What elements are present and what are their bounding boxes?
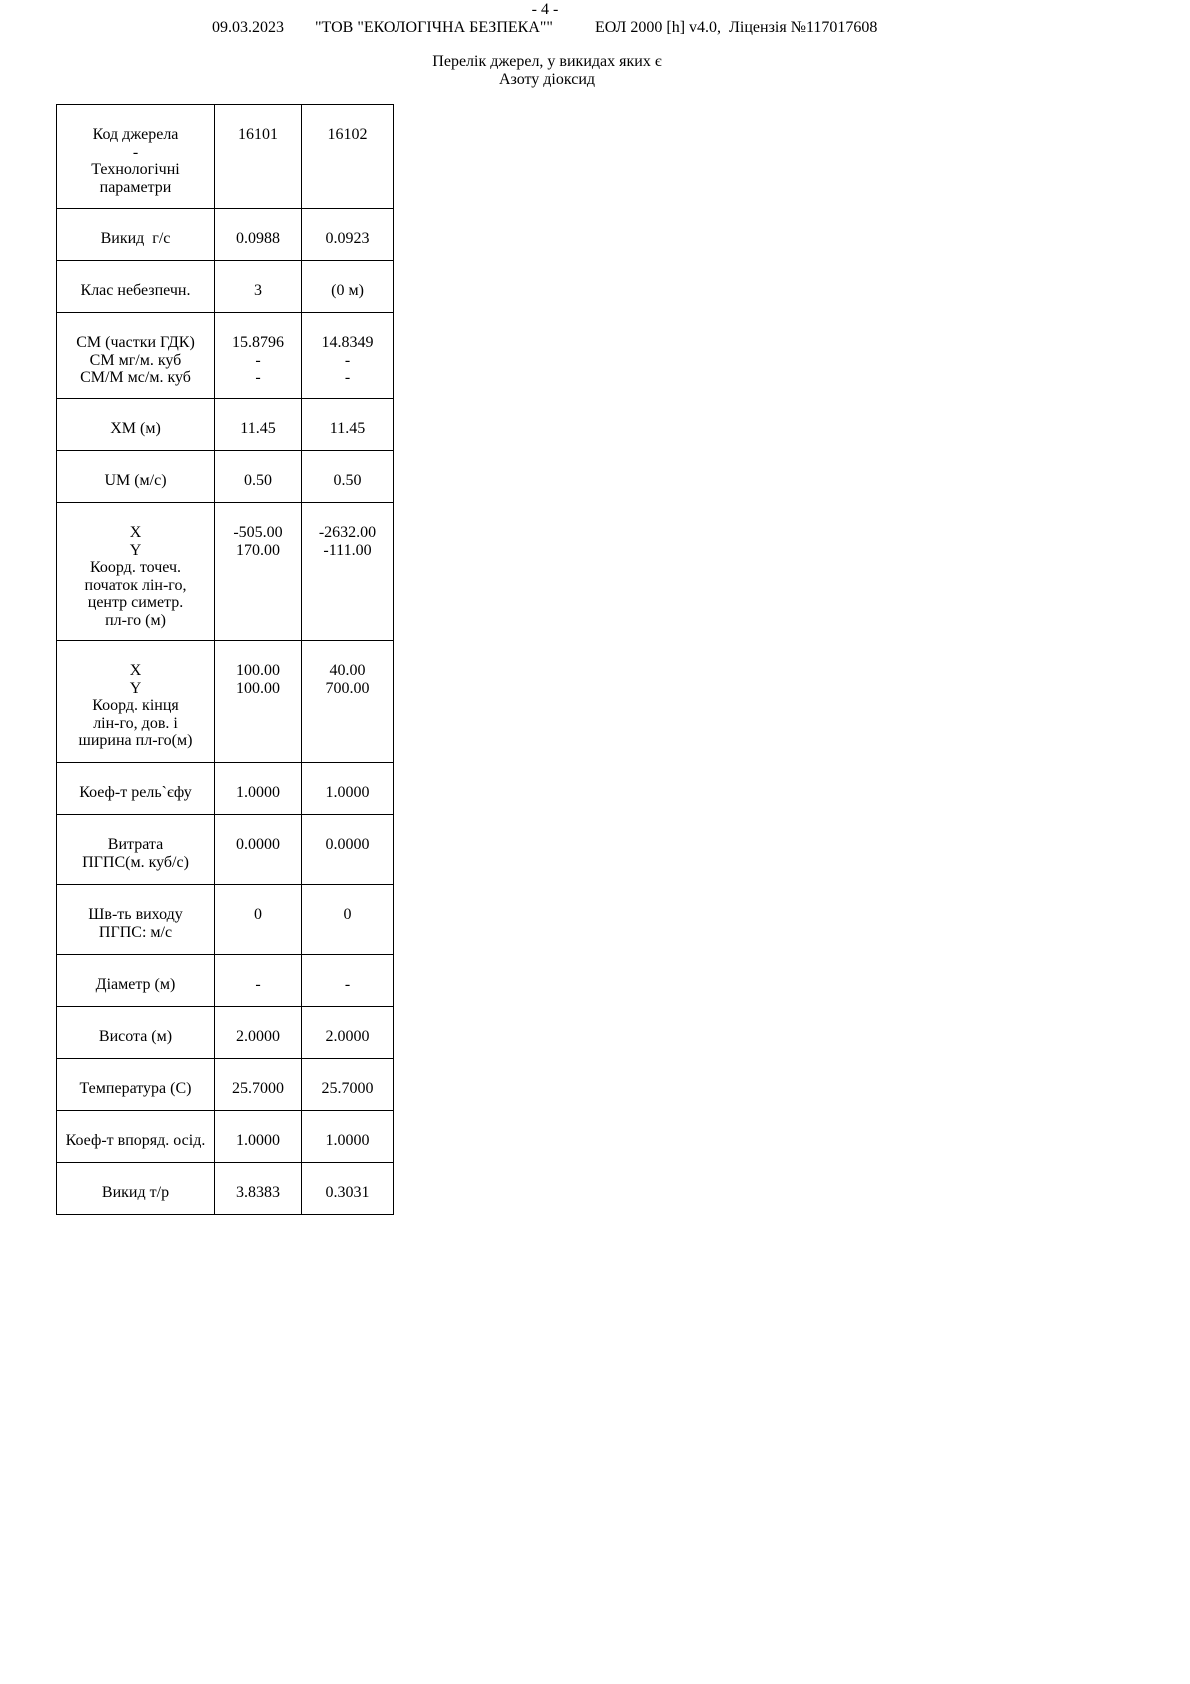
cell-text: 1.0000 [325, 1132, 370, 1149]
source-2-value-cell [302, 1111, 394, 1163]
cell-text: Витрата [107, 836, 164, 853]
document-title [0, 53, 1094, 89]
header-software: ЕОЛ 2000 [h] v4.0, Ліцензія №117017608 [595, 19, 878, 36]
cell-text: -111.00 [323, 541, 372, 559]
cell-text: Температура (С) [79, 1080, 192, 1097]
header-date: 09.03.2023 [212, 19, 284, 36]
row-label-cell [57, 261, 215, 313]
row-label-cell [57, 763, 215, 815]
source-1-value-cell [215, 209, 302, 261]
source-2-value-cell [302, 885, 394, 955]
cell-text: Код джерела [92, 126, 179, 143]
cell-text: 1.0000 [236, 1132, 280, 1149]
source-1-value-cell [215, 815, 302, 885]
cell-text: ширина пл-го(м) [78, 732, 193, 749]
cell-text: 700.00 [325, 679, 370, 697]
table-row [57, 313, 394, 399]
cell-text: - [255, 351, 261, 369]
source-1-value-cell [215, 261, 302, 313]
row-label-cell [57, 1111, 215, 1163]
cell-text: 2.0000 [236, 1028, 280, 1045]
document-header [212, 18, 877, 38]
cell-text: 0.3031 [325, 1184, 370, 1201]
table-row [57, 1163, 394, 1215]
table-row [57, 1059, 394, 1111]
cell-text: 14.8349 [321, 334, 374, 351]
row-label-cell [57, 955, 215, 1007]
source-1-value-cell [215, 955, 302, 1007]
cell-text: (0 м) [331, 282, 364, 299]
cell-text: Коорд. кінця [92, 697, 179, 714]
table-row [57, 1111, 394, 1163]
cell-text: X [129, 524, 142, 541]
page-number: - 4 - [531, 1, 559, 18]
cell-text: пл-го (м) [105, 611, 166, 629]
source-2-value-cell [302, 451, 394, 503]
row-label-cell [57, 1007, 215, 1059]
row-label-cell [57, 885, 215, 955]
cell-text: 16101 [238, 126, 278, 143]
source-2-value-cell [302, 261, 394, 313]
cell-text: - [344, 976, 351, 993]
source-2-value-cell [302, 641, 394, 763]
cell-text: 170.00 [236, 541, 280, 559]
row-label-cell [57, 815, 215, 885]
table-row [57, 503, 394, 641]
cell-text: параметри [99, 178, 172, 196]
cell-text: Клас небезпечн. [80, 282, 191, 299]
table-row [57, 815, 394, 885]
table-row [57, 641, 394, 763]
cell-text: - [344, 369, 351, 386]
source-1-value-cell [215, 503, 302, 641]
source-2-value-cell [302, 763, 394, 815]
row-label-cell [57, 399, 215, 451]
source-1-value-cell [215, 885, 302, 955]
source-1-value-cell [215, 1163, 302, 1215]
cell-text: СМ/М мс/м. куб [80, 369, 191, 386]
cell-text: - [255, 976, 261, 993]
cell-text: ПГПС: м/с [98, 923, 173, 941]
cell-text: 3.8383 [236, 1184, 280, 1201]
cell-text: UM (м/с) [104, 472, 167, 489]
row-label-cell [57, 1059, 215, 1111]
cell-text: 0.0000 [325, 836, 370, 853]
cell-text: 0 [254, 906, 262, 923]
row-label-cell [57, 503, 215, 641]
cell-text: СМ мг/м. куб [89, 351, 182, 369]
cell-text: Висота (м) [98, 1028, 173, 1045]
cell-text: Діаметр (м) [95, 976, 176, 993]
cell-text: Коеф-т рель`єфу [79, 784, 192, 801]
cell-text: -505.00 [233, 524, 283, 541]
source-2-value-cell [302, 1007, 394, 1059]
source-2-value-cell [302, 105, 394, 209]
cell-text: 0.0988 [236, 230, 280, 247]
row-label-cell [57, 209, 215, 261]
emission-sources-table [56, 104, 394, 1215]
cell-text: ПГПС(м. куб/с) [82, 853, 189, 871]
table-row [57, 451, 394, 503]
source-1-value-cell [215, 313, 302, 399]
cell-text: Коорд. точеч. [90, 559, 181, 576]
table-row [57, 209, 394, 261]
source-1-value-cell [215, 451, 302, 503]
cell-text: 16102 [327, 126, 368, 143]
cell-text: X [129, 662, 142, 679]
cell-text: Шв-ть виходу [88, 906, 183, 923]
source-2-value-cell [302, 399, 394, 451]
table-row [57, 105, 394, 209]
cell-text: Y [129, 679, 142, 697]
row-label-cell [57, 451, 215, 503]
cell-text: 11.45 [240, 420, 276, 437]
table-row [57, 955, 394, 1007]
cell-text: 25.7000 [232, 1080, 284, 1097]
cell-text: - [132, 143, 139, 161]
cell-text: Коеф-т впоряд. осід. [65, 1132, 206, 1149]
cell-text: Y [129, 541, 142, 559]
source-1-value-cell [215, 1059, 302, 1111]
source-2-value-cell [302, 503, 394, 641]
row-label-cell [57, 641, 215, 763]
source-2-value-cell [302, 1059, 394, 1111]
source-1-value-cell [215, 763, 302, 815]
cell-text: центр симетр. [87, 594, 184, 611]
cell-text: 0 [343, 906, 352, 923]
row-label-cell [57, 1163, 215, 1215]
cell-text: - [255, 369, 261, 386]
table-row [57, 763, 394, 815]
row-label-cell [57, 313, 215, 399]
source-1-value-cell [215, 641, 302, 763]
cell-text: лін-го, дов. і [93, 714, 178, 732]
cell-text: Викид г/с [100, 230, 171, 247]
cell-text: -2632.00 [318, 524, 377, 541]
table-row [57, 885, 394, 955]
header-company: "ТОВ "ЕКОЛОГІЧНА БЕЗПЕКА"" [315, 19, 553, 36]
cell-text: Викид т/р [101, 1184, 170, 1201]
table-row [57, 1007, 394, 1059]
source-2-value-cell [302, 955, 394, 1007]
cell-text: 2.0000 [325, 1028, 370, 1045]
title-line-2: Азоту діоксид [498, 71, 596, 88]
table-row [57, 399, 394, 451]
source-2-value-cell [302, 1163, 394, 1215]
source-1-value-cell [215, 105, 302, 209]
cell-text: 0.50 [244, 472, 272, 489]
cell-text: Технологічні [91, 161, 180, 178]
cell-text: 40.00 [329, 662, 366, 679]
cell-text: ХМ (м) [110, 420, 161, 437]
cell-text: СМ (частки ГДК) [76, 334, 195, 351]
cell-text: 15.8796 [232, 334, 284, 351]
cell-text: 3 [254, 282, 262, 299]
cell-text: 100.00 [236, 662, 280, 679]
row-label-cell [57, 105, 215, 209]
cell-text: 100.00 [236, 679, 280, 697]
title-line-1: Перелік джерел, у викидах яких є [432, 53, 662, 70]
source-2-value-cell [302, 209, 394, 261]
cell-text: 25.7000 [321, 1080, 374, 1097]
table-row [57, 261, 394, 313]
cell-text: початок лін-го, [84, 576, 187, 594]
cell-text: 0.50 [333, 472, 362, 489]
source-1-value-cell [215, 1007, 302, 1059]
source-1-value-cell [215, 399, 302, 451]
source-2-value-cell [302, 313, 394, 399]
cell-text: - [344, 351, 351, 369]
cell-text: 1.0000 [236, 784, 280, 801]
table-body [57, 105, 394, 1215]
source-2-value-cell [302, 815, 394, 885]
cell-text: 0.0000 [236, 836, 280, 853]
cell-text: 11.45 [329, 420, 366, 437]
cell-text: 0.0923 [325, 230, 370, 247]
cell-text: 1.0000 [325, 784, 370, 801]
source-1-value-cell [215, 1111, 302, 1163]
